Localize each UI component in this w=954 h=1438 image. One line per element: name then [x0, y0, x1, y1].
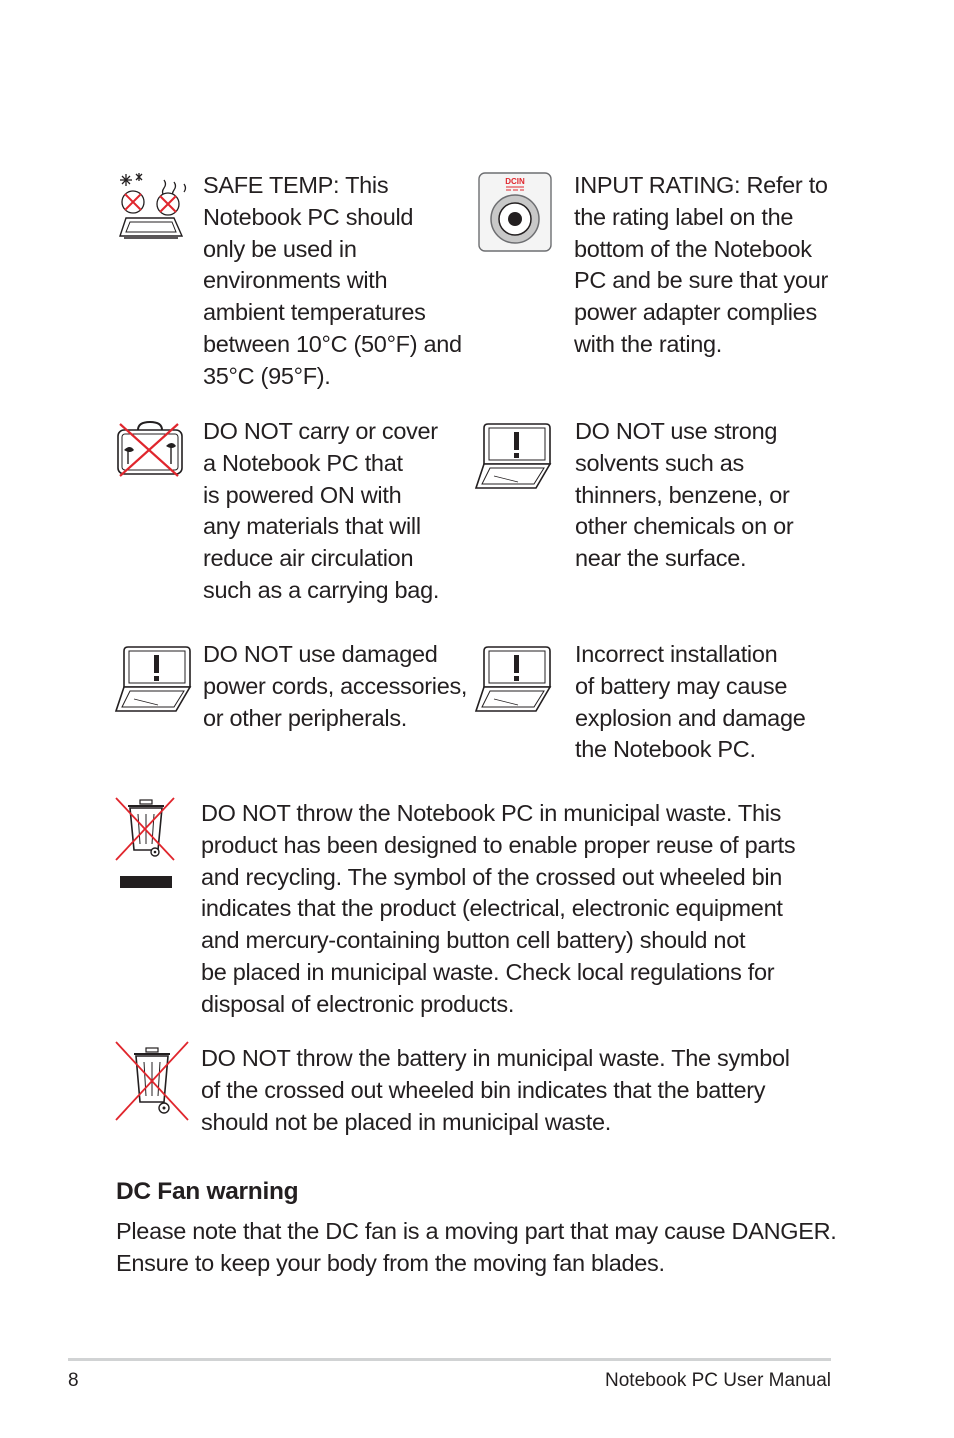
warning-battery-installation-text: Incorrect installation of battery may cause explosion and damage the Notebook PC. — [575, 641, 806, 763]
dc-fan-body: Please note that the DC fan is a moving part that may cause DANGER. Ensure to keep your body from the moving fan blades. — [116, 1218, 837, 1276]
dc-fan-heading: DC Fan warning — [116, 1178, 299, 1205]
dc-in-label: DCIN — [505, 177, 525, 186]
warning-input-rating-text: INPUT RATING: Refer to the rating label on the bottom of the Notebook PC and be sure that your power adapter complies with the rating. — [574, 172, 829, 357]
warning-municipal-waste-notebook-text: DO NOT throw the Notebook PC in municipal waste. This product has been designed to enable proper reuse of parts and recycling. The symbol of the crossed out wheeled bin indicates that the product (electrical, electronic equipment and mercury-containing button cell battery) should not be placed in municipal waste. Check local regulations for disposal of electronic products. — [201, 800, 796, 1017]
page-number: 8 — [68, 1370, 79, 1391]
warning-municipal-waste-battery-text: DO NOT throw the battery in municipal waste. The symbol of the crossed out wheeled bin indicates that the battery should not be placed in municipal waste. — [201, 1045, 790, 1135]
laptop-warning-icon — [114, 645, 194, 715]
warning-safe-temp-text: SAFE TEMP: This Notebook PC should only be used in environments with ambient temperatures between 10°C (50°F) and 35°C (95°F). — [203, 172, 462, 389]
no-carrying-bag-icon — [116, 420, 184, 478]
crossed-battery-bin-icon — [114, 1040, 190, 1124]
footer-divider — [68, 1358, 831, 1361]
footer-manual-title: Notebook PC User Manual — [605, 1370, 831, 1391]
safe-temp-icon — [116, 172, 192, 244]
laptop-warning-icon — [474, 422, 554, 492]
laptop-warning-icon — [474, 645, 554, 715]
crossed-wheeled-bin-icon — [114, 796, 176, 890]
warning-damaged-cords-text: DO NOT use damaged power cords, accessories, or other peripherals. — [203, 641, 468, 731]
warning-carry-cover-text: DO NOT carry or cover a Notebook PC that is powered ON with any materials that will reduce air circulation such as a carrying bag. — [203, 418, 440, 603]
warning-solvents-text: DO NOT use strong solvents such as thinners, benzene, or other chemicals on or near the surface. — [575, 418, 794, 572]
dc-in-icon — [478, 172, 552, 252]
